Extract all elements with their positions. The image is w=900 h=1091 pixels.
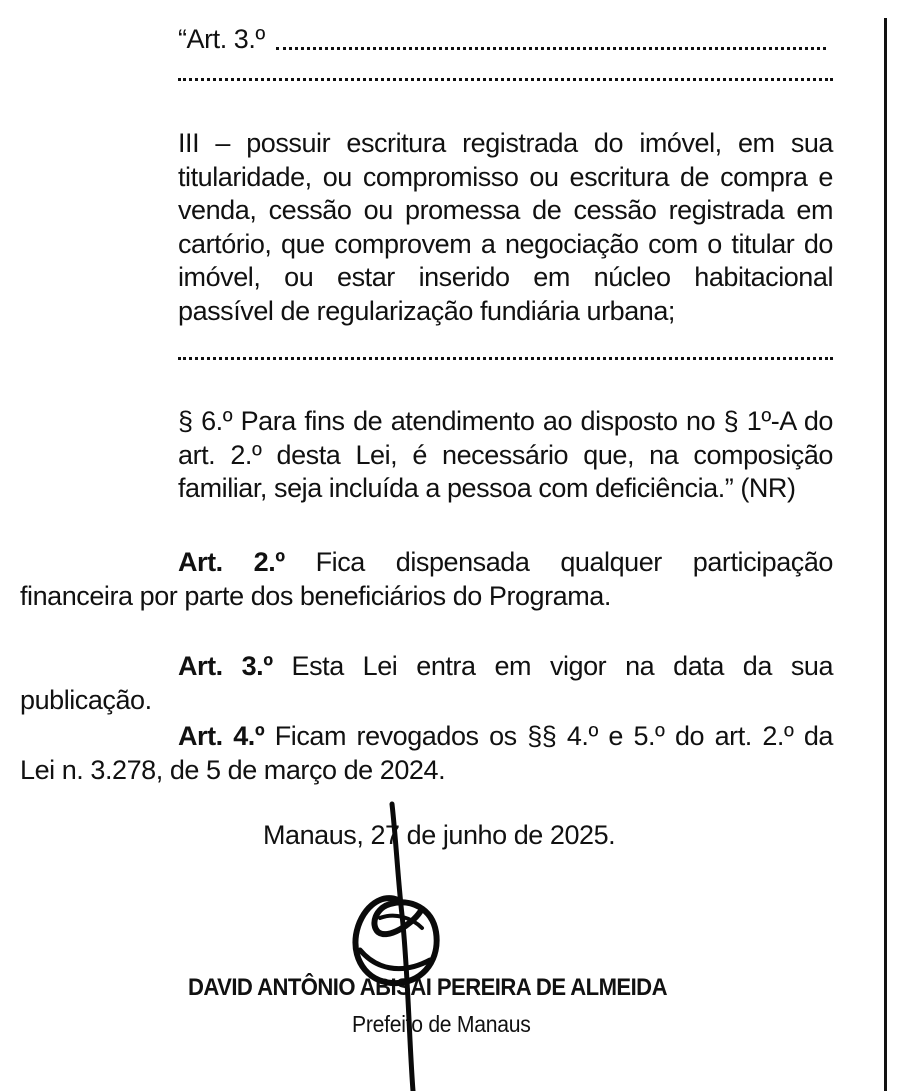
article-2 — [20, 545, 833, 613]
signer-name: DAVID ANTÔNIO ABISAI PEREIRA DE ALMEIDA — [188, 974, 667, 1001]
article-3-text: Esta Lei entra em vigor na data da sua publicação. — [20, 651, 834, 715]
dotted-omission-line — [178, 78, 833, 81]
signer-role: Prefeito de Manaus — [352, 1011, 531, 1037]
article-4 — [20, 719, 833, 787]
place-date: Manaus, 27 de junho de 2025. — [263, 820, 616, 850]
article-2-label: Art. 2.º — [178, 547, 285, 577]
article-3 — [20, 649, 833, 717]
dotted-leader — [276, 47, 826, 50]
handwritten-signature — [340, 800, 460, 1091]
article-4-text: Ficam revogados os §§ 4.º e 5.º do art. 2.º da Lei n. 3.278, de 5 de março de 2024. — [20, 721, 833, 785]
quoted-article-heading: “Art. 3.º — [178, 24, 265, 54]
article-2-text: Fica dispensada qualquer participação financeira por parte dos beneficiários do Programa. — [20, 547, 833, 611]
article-4-label: Art. 4.º — [178, 721, 265, 751]
dotted-omission-line — [178, 357, 833, 360]
article-3-label: Art. 3.º — [178, 651, 273, 681]
right-margin-rule — [884, 18, 887, 1091]
inciso-iii-text: III – possuir escritura registrada do imóvel, em sua titularidade, ou compromisso ou escritura de compra e venda, cessão ou promessa de cessão registrada em cartório, que comprovem a negociação com o titular do imóvel, ou estar inserido em núcleo habitacional passível de regularização fundiária urbana; — [178, 128, 833, 326]
paragraph-6-text: § 6.º Para fins de atendimento ao disposto no § 1º-A do art. 2.º desta Lei, é necessário que, na composição familiar, seja incluída a pessoa com deficiência.” (NR) — [178, 406, 833, 503]
